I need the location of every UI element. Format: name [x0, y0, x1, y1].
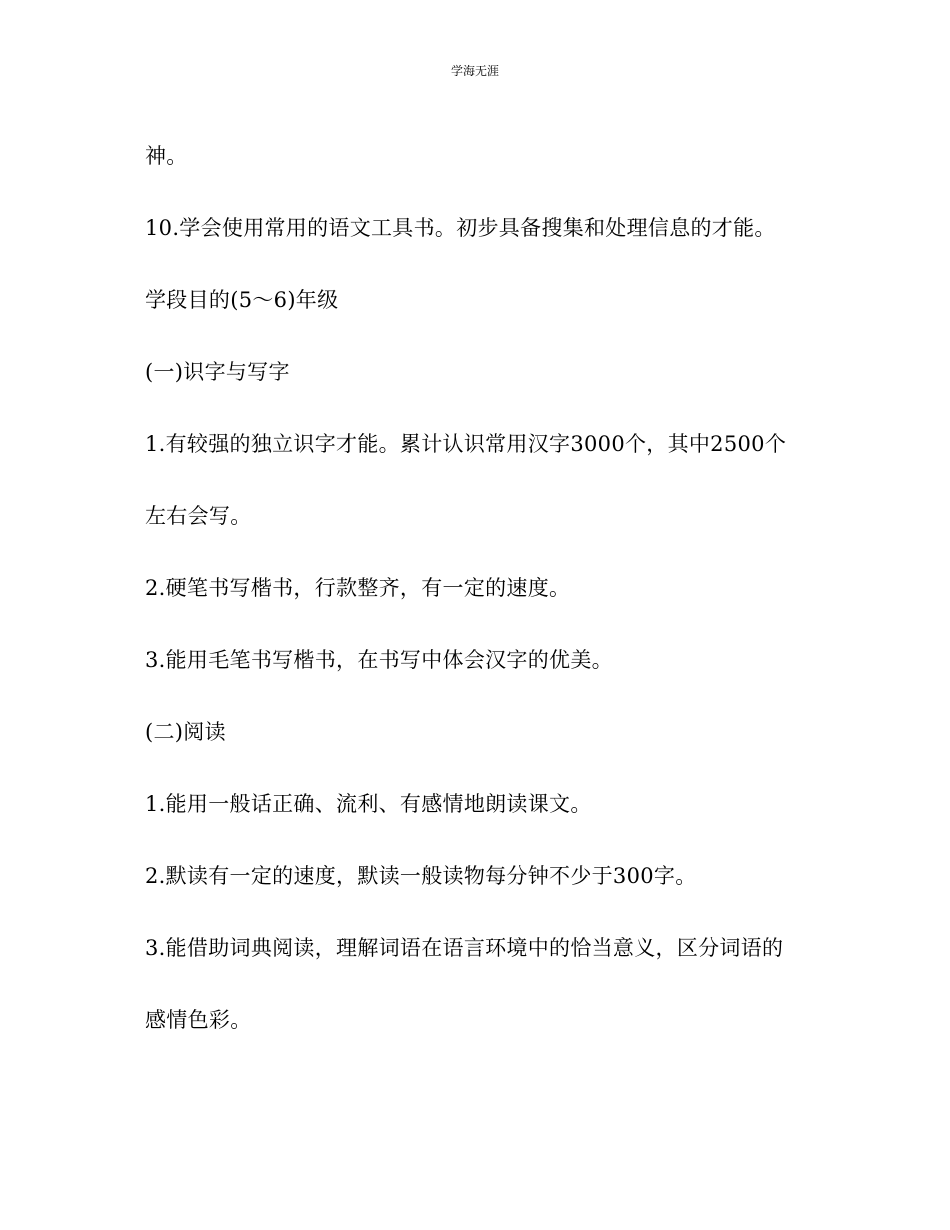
text-line: 10.学会使用常用的语文工具书。初步具备搜集和处理信息的才能。 — [145, 216, 776, 240]
text-line: 1.有较强的独立识字才能。累计认识常用汉字3000个，其中2500个 — [145, 432, 787, 456]
text-line: 1.能用一般话正确、流利、有感情地朗读课文。 — [145, 792, 592, 816]
text-line: 2.硬笔书写楷书，行款整齐，有一定的速度。 — [145, 576, 571, 600]
text-line: 左右会写。 — [145, 504, 252, 528]
page-header: 学海无涯 — [450, 64, 499, 78]
text-line: 感情色彩。 — [145, 1008, 252, 1032]
text-line: 神。 — [145, 144, 188, 168]
text-line: 3.能借助词典阅读，理解词语在语言环境中的恰当意义，区分词语的 — [145, 936, 784, 960]
text-line: 2.默读有一定的速度，默读一般读物每分钟不少于300字。 — [145, 864, 697, 888]
subsection-heading: (二)阅读 — [145, 720, 226, 744]
subsection-heading: (一)识字与写字 — [145, 360, 290, 384]
text-line: 3.能用毛笔书写楷书，在书写中体会汉字的优美。 — [145, 648, 613, 672]
section-heading: 学段目的(5～6)年级 — [145, 288, 339, 312]
